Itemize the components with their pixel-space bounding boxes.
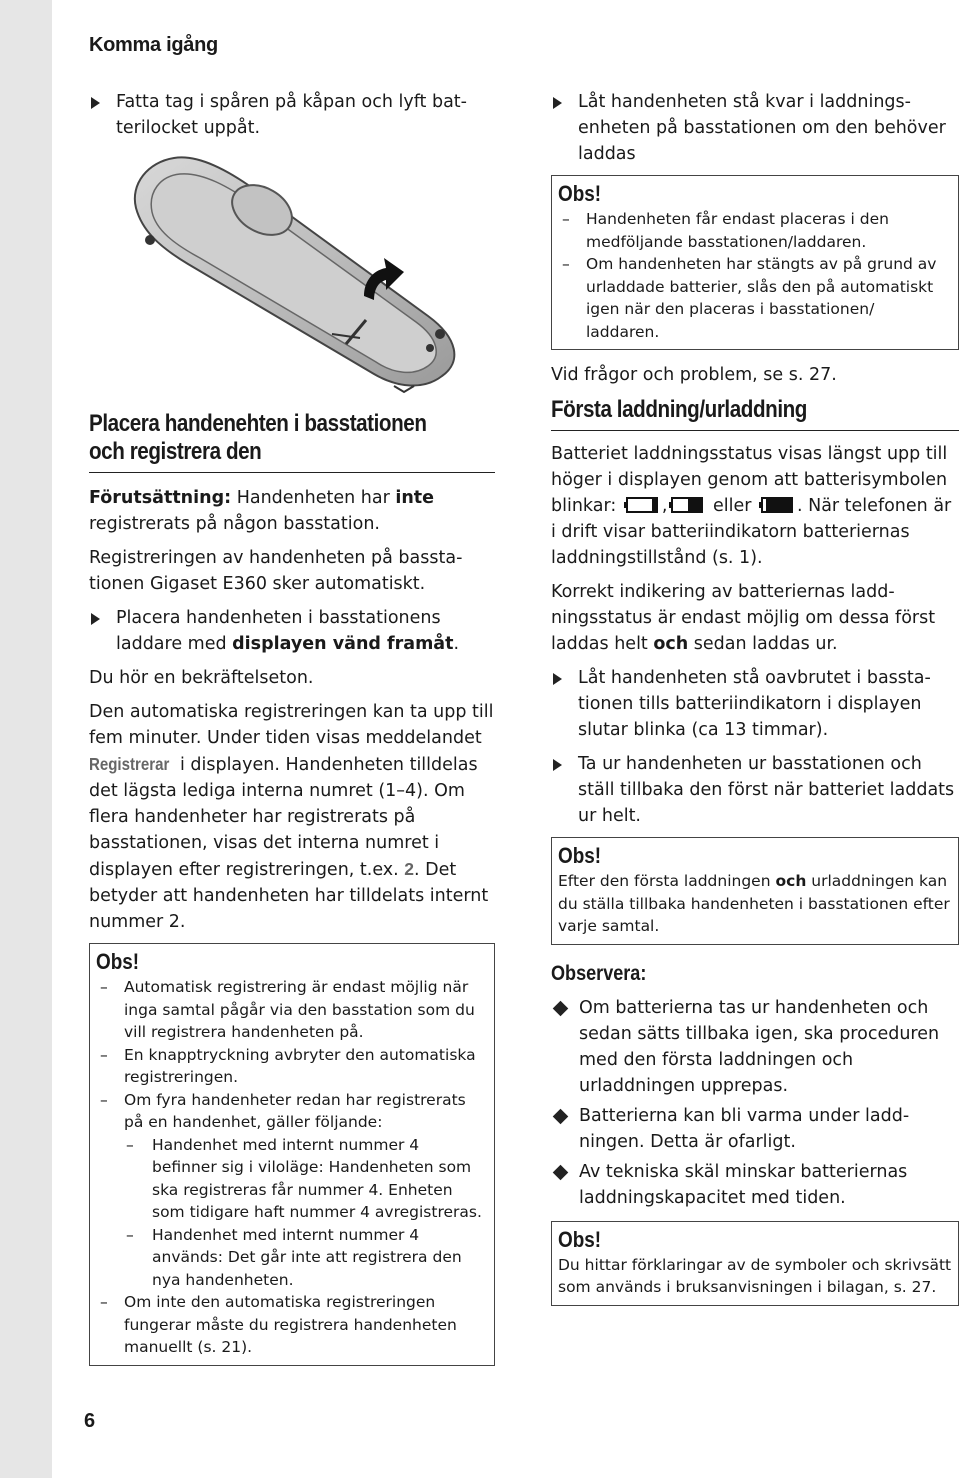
step-arrow-icon	[553, 97, 562, 109]
bullet-item: Av tekniska skäl minskar batteriernas laddningskapacitet med tiden.	[551, 1159, 959, 1211]
left-column-section	[89, 410, 495, 1366]
step-charge-uninterrupted: Låt handenheten stå oavbrutet i basstationen tills batteriindikatorn i displayen slutar blinka (ca 13 timmar).	[551, 665, 959, 743]
note-subitem: – Handenhet med internt nummer 4 befinner sig i viloläge: Handenheten som ska registreras får nummer 4. Enheten som tidigare haft nummer 4 avregistreras.	[96, 1134, 488, 1224]
note-item: – En knapptryckning avbryter den automatiska registreringen.	[96, 1044, 488, 1089]
bullet-item: Om batterierna tas ur handenheten och sedan sätts tillbaka igen, ska proceduren med den första laddningen och urladdningen upprepas.	[551, 995, 959, 1099]
diamond-bullet-icon	[553, 1164, 569, 1180]
note-title: Obs!	[558, 843, 602, 868]
prereq-label: Förutsättning:	[89, 488, 232, 508]
bullet-item: Batterierna kan bli varma under laddningen. Detta är ofarligt.	[551, 1103, 959, 1155]
note-subitem: – Handenhet med internt nummer 4 används: Det går inte att registrera den nya handenheten.	[96, 1224, 488, 1292]
note-title: Obs!	[96, 949, 140, 974]
note-item: – Om handenheten har stängts av på grund av urladdade batterier, slås den på automatiskt igen när den placeras i basstationen/ laddaren.	[558, 253, 952, 343]
step-lift-battery-cover: Fatta tag i spåren på kåpan och lyft batterilocket uppåt.	[89, 89, 495, 141]
step-arrow-icon	[91, 97, 100, 109]
section-title-line2: och registrera den	[89, 438, 262, 465]
registration-description: Den automatiska registreringen kan ta upp till fem minuter. Under tiden visas meddelandet Registrerar i displayen. Handenheten tilldelas det lägsta lediga interna numret (1–4). Om flera handenheter har registrerats på basstationen, visas det interna numret i displayen efter registreringen, t.ex. 2. Det betyder att handenheten har tilldelats internt nummer 2.	[89, 702, 494, 932]
note-box-symbols	[551, 1221, 959, 1306]
note-item: – Automatisk registrering är endast möjlig när inga samtal pågår via den basstation som du vill registrera handenheten på.	[96, 976, 488, 1044]
battery-status-text: Batteriet laddningsstatus visas längst upp till höger i displayen genom att batterisymbolen blinkar: , eller . När telefonen är i drift visar batteriindikatorn batteriernas laddningstillstånd (s. 1).	[551, 444, 952, 568]
page-margin-band	[0, 0, 52, 1478]
left-column	[89, 89, 495, 149]
correct-indication-text: Korrekt indikering av batteriernas laddningsstatus är endast möjlig om dessa först laddas helt och sedan laddas ur.	[551, 582, 936, 654]
note-title: Obs!	[558, 181, 602, 206]
section-heading-block	[89, 410, 495, 473]
observe-heading: Observera:	[551, 961, 647, 985]
step-remove-handset: Ta ur handenheten ur basstationen och ställ tillbaka den först när batteriet laddats ur helt.	[551, 751, 959, 829]
note-box-charger	[551, 175, 959, 350]
note-text: Du hittar förklaringar av de symboler och skrivsätt som används i bruksanvisningen i bilagan, s. 27.	[558, 1255, 952, 1296]
prerequisite-text: Förutsättning: Handenheten har inte registrerats på någon basstation.	[89, 488, 435, 534]
step-arrow-icon	[553, 759, 562, 771]
display-message: Registrerar	[89, 754, 170, 774]
display-number-example: 2	[404, 859, 415, 879]
step-arrow-icon	[91, 613, 100, 625]
running-header: Komma igång	[89, 34, 218, 56]
note-box-after-charge	[551, 837, 959, 945]
section-title: Första laddning/urladdning	[551, 396, 807, 423]
battery-half-icon	[669, 497, 705, 513]
note-item: – Handenheten får endast placeras i den medföljande basstationen/laddaren.	[558, 208, 952, 253]
battery-full-icon	[759, 497, 795, 513]
note-item: – Om inte den automatiska registreringen fungerar måste du registrera handenheten manuellt (s. 21).	[96, 1291, 488, 1359]
section-heading-block	[551, 396, 959, 431]
step-place-handset: Placera handenheten i basstationens laddare med displayen vänd framåt.	[89, 605, 495, 657]
battery-empty-icon	[624, 497, 660, 513]
step-leave-in-charger: Låt handenheten stå kvar i laddningsenheten på basstationen om den behöver laddas	[551, 89, 959, 167]
note-title: Obs!	[558, 1226, 602, 1252]
note-text: Efter den första laddningen och urladdningen kan du ställa tillbaka handenheten i basstationen efter varje samtal.	[558, 872, 950, 935]
handset-battery-cover-illustration	[128, 148, 484, 398]
right-column	[551, 89, 959, 1306]
section-title-line1: Placera handenehten i basstationen	[89, 410, 427, 437]
diamond-bullet-icon	[553, 1108, 569, 1124]
step-arrow-icon	[553, 673, 562, 685]
diamond-bullet-icon	[553, 1000, 569, 1016]
note-item: – Om fyra handenheter redan har registrerats på en handenhet, gäller följande:	[96, 1089, 488, 1134]
page-number: 6	[84, 1410, 96, 1432]
questions-reference: Vid frågor och problem, se s. 27.	[551, 365, 837, 385]
confirmation-tone-text: Du hör en bekräftelseton.	[89, 668, 314, 688]
note-box-registration	[89, 943, 495, 1366]
auto-registration-text: Registreringen av handenheten på basstationen Gigaset E360 sker automatiskt.	[89, 548, 463, 594]
